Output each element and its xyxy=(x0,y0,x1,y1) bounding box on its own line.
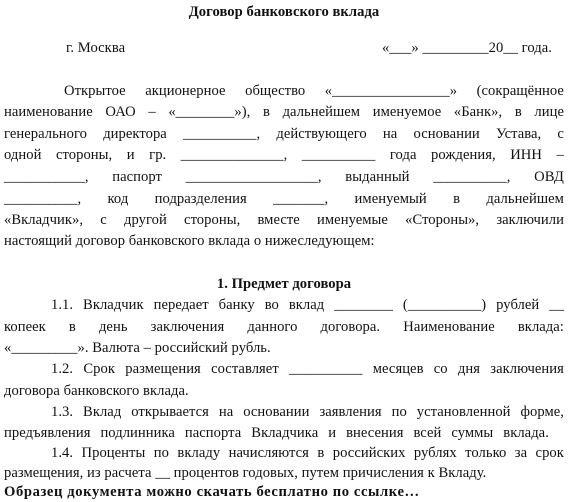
word: – xyxy=(556,147,564,163)
word: суммы xyxy=(451,425,494,441)
word: на xyxy=(218,404,234,420)
word: с xyxy=(100,212,107,228)
word: копеек xyxy=(4,319,46,335)
word: российских xyxy=(332,445,406,461)
word: _______, xyxy=(273,191,329,207)
word: со xyxy=(433,361,448,377)
word: именуемое xyxy=(372,104,442,120)
word: __ xyxy=(549,297,564,313)
word: 1.3. xyxy=(51,404,74,420)
clause-line xyxy=(4,423,549,443)
word: установленной xyxy=(416,404,511,420)
word: рублях xyxy=(413,445,457,461)
word: заключения xyxy=(490,361,564,377)
word: дальнейшем xyxy=(282,104,361,120)
word: и xyxy=(126,147,135,163)
word: предъявления xyxy=(4,425,91,441)
word: __________, xyxy=(433,169,511,185)
word: лице xyxy=(534,104,564,120)
document-title: Договор банковского вклада xyxy=(188,4,380,20)
word: именуемые xyxy=(317,212,388,228)
word: вклада: xyxy=(517,319,564,335)
word: по xyxy=(153,445,169,461)
word: размещения xyxy=(125,361,201,377)
word: (сокращённое xyxy=(476,83,564,99)
word: подлинника xyxy=(100,425,175,441)
word: Открытое xyxy=(64,83,126,99)
word: __________ xyxy=(301,147,376,163)
intro-line: настоящий договор банковского вклада о нижеследующем: xyxy=(4,233,375,249)
word: заключения xyxy=(150,319,225,335)
word: в xyxy=(317,445,325,461)
word: ОВД xyxy=(534,169,564,185)
word: только xyxy=(465,445,507,461)
clause-line: «_________». Валюта – российский рубль. xyxy=(4,340,271,356)
word: рублей xyxy=(496,297,540,313)
word: Устава, xyxy=(495,126,542,142)
intro-line xyxy=(4,210,564,230)
word: 1.2. xyxy=(51,361,74,377)
word: подразделения xyxy=(154,191,247,207)
section-heading: 1. Предмет договора xyxy=(216,276,352,292)
word: «Стороны», xyxy=(405,212,480,228)
intro-line xyxy=(4,145,564,165)
city-label: г. Москва xyxy=(66,40,126,56)
clause-line xyxy=(51,295,564,315)
word: на xyxy=(382,126,398,142)
intro-line xyxy=(4,124,564,144)
word: составляет xyxy=(211,361,279,377)
word: именуемый xyxy=(354,191,427,207)
word: вклада. xyxy=(503,425,549,441)
intro-line xyxy=(4,189,564,209)
word: Вкладчика xyxy=(251,425,319,441)
word: основании xyxy=(243,404,310,420)
word: Вкладчик xyxy=(83,297,144,313)
word: «Банк», xyxy=(453,104,503,120)
clause-line: размещения, из расчета __ процентов годовых, путем причисления к Вкладу. xyxy=(4,465,487,481)
download-link-line xyxy=(4,482,564,502)
clause-line: договора банковского вклада. xyxy=(4,383,189,399)
word: «________________» xyxy=(324,83,458,99)
word: банку xyxy=(218,297,255,313)
word: __________ xyxy=(289,361,363,377)
word: передает xyxy=(153,297,209,313)
word: Вклад xyxy=(83,404,122,420)
word: в xyxy=(453,191,461,207)
word: вклад xyxy=(288,297,325,313)
word: 1.4. xyxy=(51,445,74,461)
intro-line xyxy=(4,167,564,187)
word: генерального xyxy=(4,126,88,142)
word: дня xyxy=(457,361,481,377)
word: ________ xyxy=(334,297,393,313)
word: другой xyxy=(123,212,167,228)
word: (__________) xyxy=(402,297,487,313)
word: во xyxy=(264,297,279,313)
word: __________, xyxy=(183,126,261,142)
word: в xyxy=(68,319,76,335)
word: за xyxy=(514,445,528,461)
word: года xyxy=(389,147,417,163)
word: 1.1. xyxy=(51,297,74,313)
word: «________»), xyxy=(168,104,251,120)
word: ОАО xyxy=(105,104,136,120)
clause-line xyxy=(51,402,564,422)
word: месяцев xyxy=(372,361,424,377)
word: код xyxy=(107,191,129,207)
word: выданный xyxy=(345,169,410,185)
date-field: «___» _________20__ года. xyxy=(382,40,552,56)
clause-line xyxy=(51,359,564,379)
word: __________________, xyxy=(185,169,322,185)
word: с xyxy=(557,126,564,142)
word: ___________, xyxy=(4,169,89,185)
word: гр. xyxy=(149,147,167,163)
clause-line xyxy=(4,317,564,337)
word: паспорт xyxy=(112,169,162,185)
word: дальнейшем xyxy=(486,191,564,207)
word: __________, xyxy=(4,191,82,207)
word: Проценты xyxy=(81,445,146,461)
word: заключили xyxy=(496,212,564,228)
word: по xyxy=(391,404,407,420)
word: наименование xyxy=(4,104,93,120)
word: в xyxy=(514,104,522,120)
word: день xyxy=(98,319,128,335)
word: паспорта xyxy=(184,425,242,441)
word: – xyxy=(148,104,156,120)
word: срок xyxy=(535,445,564,461)
word: вместе xyxy=(257,212,300,228)
download-sample-link[interactable]: Образец документа можно скачать бесплатно по ссылке… xyxy=(4,484,420,500)
word: открывается xyxy=(131,404,209,420)
intro-line xyxy=(4,102,564,122)
word: вкладу xyxy=(177,445,221,461)
word: стороны, xyxy=(184,212,241,228)
word: общество xyxy=(245,83,306,99)
word: Наименование xyxy=(403,319,495,335)
word: всей xyxy=(413,425,442,441)
word: основании xyxy=(413,126,480,142)
word: одной xyxy=(4,147,42,163)
word: Срок xyxy=(83,361,115,377)
word: данного xyxy=(247,319,298,335)
word: заявления xyxy=(319,404,382,420)
word: стороны, xyxy=(56,147,113,163)
clause-line xyxy=(51,443,564,463)
word: ИНН xyxy=(510,147,542,163)
word: в xyxy=(263,104,270,120)
word: действующего xyxy=(276,126,367,142)
word: акционерное xyxy=(145,83,226,99)
word: и xyxy=(328,425,337,441)
word: рождения, xyxy=(431,147,496,163)
word: ______________, xyxy=(180,147,288,163)
intro-line xyxy=(64,81,564,101)
word: «Вкладчик», xyxy=(4,212,84,228)
word: внесения xyxy=(346,425,404,441)
word: договора. xyxy=(320,319,381,335)
word: начисляются xyxy=(228,445,309,461)
word: директора xyxy=(103,126,167,142)
word: форме, xyxy=(520,404,564,420)
